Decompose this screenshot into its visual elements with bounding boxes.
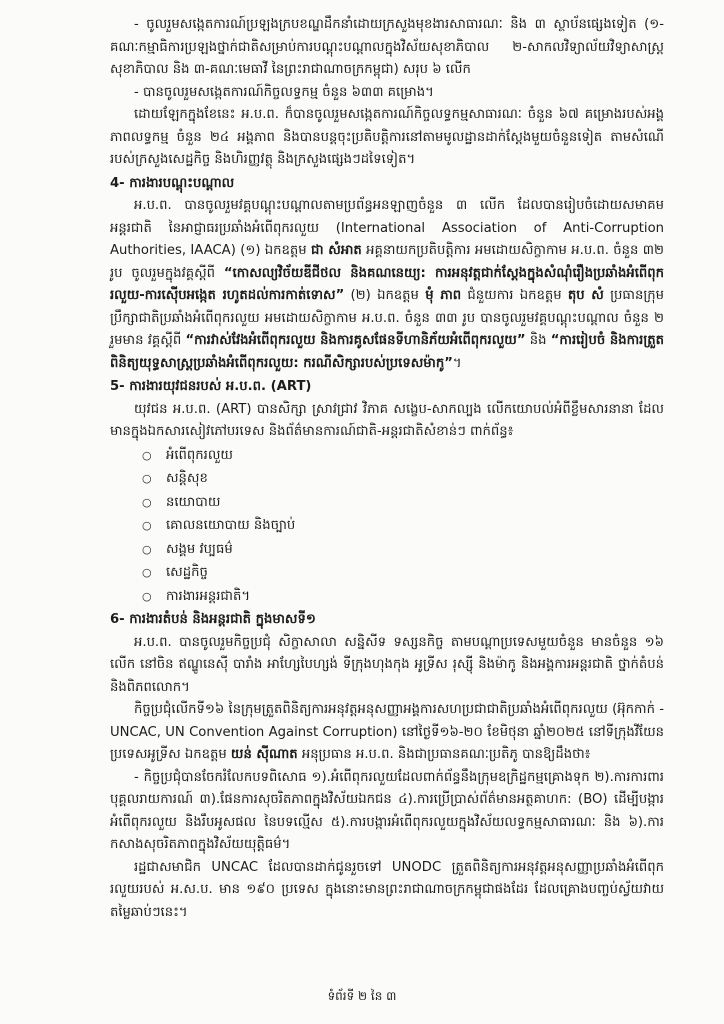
paragraph-international: អ.ប.ព. បានចូលរួមកិច្ចប្រជុំ សិក្ខាសាលា សន្និសីទ ទស្សនកិច្ច តាមបណ្តាប្រទេសមួយចំនួន មានចំនួន ១៦ លើក នៅចិន ឥណ្ឌូនេស៊ី បារាំង អាហ្សែបៃហ្សង់ ទីក្រុងហុងកុង អូទ្រីស រុស្ស៊ី និងម៉ាកូ និងអង្គការអន្តរជាតិ ថ្នាក់តំបន់ និងពិភពលោក។ <box>110 634 664 695</box>
training-text-5: ប្រធានក្រុមប្រឹក្សាជាតិប្រឆាំងអំពើពុករលួយ អមដោយសិក្ខាកាម អ.ប.ព. ចំនួន ៣៣ រូប បានចូលរួមវគ្គបណ្តុះបណ្តាល ចំនួន ២ រួមមាន វគ្គស្តីពី <box>110 288 664 348</box>
uncac-text-2: អនុប្រធាន អ.ប.ព. និងជាប្រធានគណៈប្រតិភូ បានឱ្យដឹងថា៖ <box>297 747 591 762</box>
list-item: ○ សេដ្ឋកិច្ច <box>142 561 664 585</box>
paragraph-member-states: រដ្ឋជាសមាជិក UNCAC ដែលបានដាក់ជូនរួចទៅ UNODC ត្រួតពិនិត្យការអនុវត្តអនុសញ្ញាប្រឆាំងអំពើពុករលួយរបស់ អ.ស.ប. មាន ១៩០ ប្រទេស ក្នុងនោះមានព្រះរាជាណាចក្រកម្ពុជាផងដែរ ដែលគ្រោងបញ្ចប់ស្វ័យវាយតម្លៃឆាប់ៗនេះ។ <box>110 859 664 920</box>
paragraph-procurement-observation: - បានចូលរួមសង្កេតការណ៍កិច្ចលទ្ធកម្ម ចំនួន ៦៣៣ គម្រោង។ <box>134 84 434 100</box>
training-text-1: អ.ប.ព. បានចូលរួមវគ្គបណ្តុះបណ្តាលតាមប្រព័ន្ធអនឡាញចំនួន ៣ លើក ដែលបានរៀបចំដោយសមាគមអន្តរជាតិ នៃអាជ្ញាធរប្រឆាំងអំពើពុករលួយ (International Association of Anti-Corruption Authorities, IAACA) (១) ឯកឧត្តម <box>110 198 664 258</box>
training-course-2: “ការវាស់វែងអំពើពុករលួយ និងការគូសផែនទីហានិភ័យអំពើពុករលួយ” <box>185 333 526 348</box>
page-number: ទំព័រទី ២ នៃ ៣ <box>327 989 397 1003</box>
list-item: ○ សង្គម វប្បធម៌ <box>142 538 664 562</box>
training-course-1: “កោសល្យវិច័យឌីជីថល និងគណនេយ្យ: ការអនុវត្តជាក់ស្តែងក្នុងសំណុំរឿងប្រឆាំងអំពើពុករលួយ-ការស៊ើបអង្កេត រហូតដល់ការកាត់ទោស” <box>110 265 665 303</box>
list-item: ○ នយោបាយ <box>142 491 664 515</box>
training-name-1: ជា សំអាត <box>311 243 362 258</box>
circle-bullet-icon: ○ <box>142 519 152 532</box>
section-heading-youth: 5- ការងារយុវជនរបស់ អ.ប.ព. (ART) <box>110 379 312 394</box>
list-item: ○ សន្តិសុខ <box>142 467 664 491</box>
section-heading-international: 6- ការងារតំបន់ និងអន្តរជាតិ ក្នុងមាសទី១ <box>110 612 316 627</box>
training-text-6: និង <box>525 333 551 348</box>
topic-list <box>110 444 664 609</box>
paragraph-monthly-procurement: ដោយឡែកក្នុងខែនេះ អ.ប.ព. ក៏បានចូលរួមសង្កេតការណ៍កិច្ចលទ្ធកម្មសាធារណៈ ចំនួន ៦៧ គម្រោងរបស់អង្គភាពលទ្ធកម្ម ចំនួន ២៤ អង្គភាព និងបានបន្តចុះប្រតិបត្តិការនៅតាមមូលដ្ឋានដាក់ស្តែងមួយចំនួនទៀត តាមសំណើរបស់ក្រសួងសេដ្ឋកិច្ច និងហិរញ្ញវត្ថុ និងក្រសួងផ្សេងៗដទៃទៀត។ <box>110 107 664 167</box>
list-item: ○ គោលនយោបាយ និងច្បាប់ <box>142 514 664 538</box>
paragraph-youth: យុវជន អ.ប.ព. (ART) បានសិក្សា ស្រាវជ្រាវ វិភាគ សង្ខេប-សាកល្បង លើកយោបល់អំពីខ្លឹមសារនានា ដែលមានក្នុងឯកសារសៀវភៅបរទេស និងព័ត៌មានការណ៍ជាតិ-អន្តរជាតិសំខាន់ៗ ពាក់ព័ន្ធ៖ <box>110 401 664 439</box>
training-course-3: “ការរៀបចំ និងការត្រួតពិនិត្យយុទ្ធសាស្ត្រប្រឆាំងអំពើពុករលួយ: ករណីសិក្សារបស់ប្រទេសម៉ាកូ” <box>110 333 664 371</box>
circle-bullet-icon: ○ <box>142 589 152 603</box>
list-item: ○ ការងារអន្តរជាតិ។ <box>142 585 664 609</box>
circle-bullet-icon: ○ <box>142 542 152 556</box>
circle-bullet-icon: ○ <box>142 448 152 462</box>
paragraph-uncac-meeting <box>110 699 664 767</box>
circle-bullet-icon: ○ <box>142 495 152 509</box>
training-name-2: មុំ ភាព <box>425 288 462 303</box>
list-item: ○ អំពើពុករលួយ <box>142 444 664 468</box>
training-text-2: អគ្គនាយកប្រតិបត្តិការ អមដោយសិក្ខាកាម អ.ប.ព. ចំនួន ៣២ រូប ចូលរួមក្នុងវគ្គស្តីពី <box>110 243 664 281</box>
training-text-4: ជំនួយការ ឯកឧត្តម <box>461 288 568 303</box>
training-text-3: (២) ឯកឧត្តម <box>344 288 426 303</box>
circle-bullet-icon: ○ <box>142 472 152 485</box>
paragraph-meeting-topics: - កិច្ចប្រជុំបានចែករំលែកបទពិសោធ ១).អំពើពុករលួយដែលពាក់ព័ន្ធនឹងក្រុមឧក្រិដ្ឋកម្មគ្រោងទុក ២).ការការពារបុគ្គលរាយការណ៍ ៣).ផែនការសុចរិតភាពក្នុងវិស័យឯកជន ៤).ការប្រើប្រាស់ព័ត៌មានអត្ថគាហក: (BO) ដើម្បីបង្ការអំពើពុករលួយ និងរឹបអូសផល នៃបទល្មើស ៥).ការបង្ការអំពើពុករលួយក្នុងវិស័យលទ្ធកម្មសាធារណៈ និង ៦).ការកសាងសុចរិតភាពក្នុងវិស័យយុត្តិធម៌។ <box>110 769 664 852</box>
paragraph-training <box>110 195 664 375</box>
uncac-name: យន់ ស៊ីណាត <box>230 747 298 762</box>
training-text-7: ។ <box>452 355 462 371</box>
uncac-text-1: កិច្ចប្រជុំលើកទី១៦ នៃក្រុមត្រួតពិនិត្យការអនុវត្តអនុសញ្ញាអង្គការសហប្រជាជាតិប្រឆាំងអំពើពុករលួយ (អ៊ុកកាក់ - UNCAC, UN Convention Against Corruption) នៅថ្ងៃទី១៦-២០ ខែមិថុនា ឆ្នាំ២០២៥ នៅទីក្រុងវីយែន ប្រទេសអូទ្រីស ឯកឧត្តម <box>110 702 664 762</box>
paragraph-exam-observation: - ចូលរួមសង្កេតការណ៍ប្រឡងក្របខណ្ឌដឹកនាំដោយក្រសួងមុខងារសាធារណៈ និង ៣ ស្ថាប័នផ្សេងទៀត (១-គណៈកម្មាធិការប្រឡងថ្នាក់ជាតិសម្រាប់ការបណ្តុះបណ្តាលក្នុងវិស័យសុខាភិបាល ២-សាកលវិទ្យាល័យវិទ្យាសាស្ត្រសុខាភិបាល និង ៣-គណៈមេធាវី នៃព្រះរាជាណាចក្រកម្ពុជា) សរុប ៦ លើក <box>110 17 665 77</box>
training-name-3: តុប សំ <box>567 288 604 303</box>
circle-bullet-icon: ○ <box>142 566 152 579</box>
section-heading-training: 4- ការងារបណ្តុះបណ្តាល <box>110 175 235 191</box>
